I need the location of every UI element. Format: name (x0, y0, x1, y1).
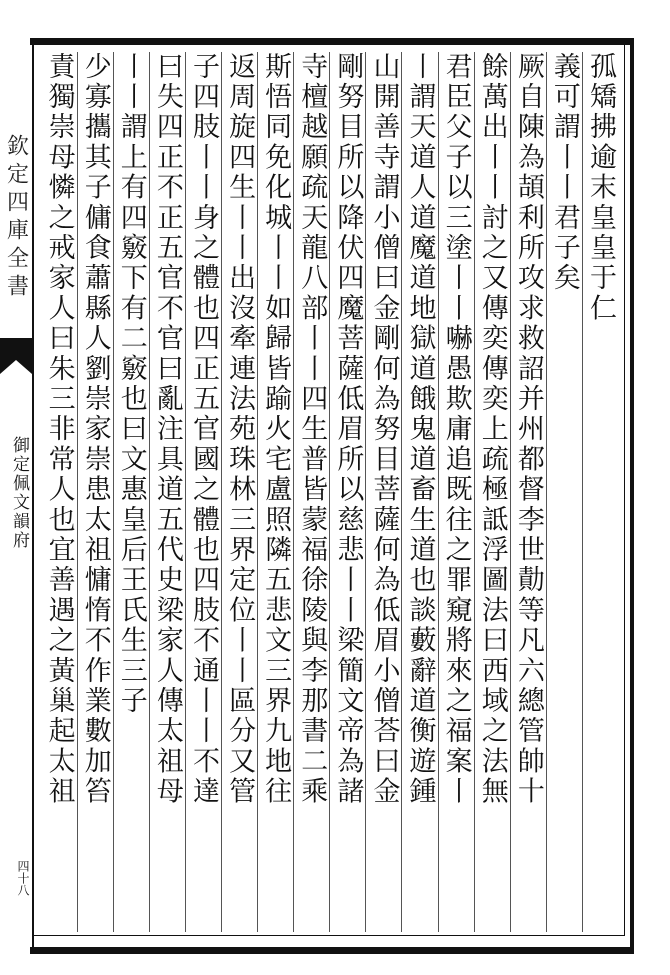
spine-book-title: 御定佩文韻府 (9, 436, 29, 550)
spine-margin (0, 38, 34, 947)
text-column: 責獨崇母憐之戒家人曰朱三非常人也宜善遇之黃巢起太祖 (43, 52, 75, 807)
text-column: 丨謂天道人道魔道地獄道餓鬼道畜生道也談藪辭道衡遊鍾 (401, 52, 437, 932)
text-column: 丨丨謂上有四竅下有二竅也曰文惠皇后王氏生三子 (113, 52, 149, 932)
text-column: 孤矯拂逾末皇皇于仁 (582, 52, 618, 932)
text-column: 餘萬出丨丨討之又傳奕傳奕上疏極詆浮圖法曰西域之法無 (474, 52, 510, 932)
spine-page-number: 四十八 (16, 860, 30, 896)
text-column: 君臣父子以三塗丨丨嚇愚欺庸追既往之罪窺將來之福案丨 (438, 52, 474, 932)
text-column: 厥自陳為頡利所攻求救詔并州都督李世勣等凡六總管帥十 (510, 52, 546, 932)
text-column: 義可謂丨丨君子矣 (546, 52, 582, 932)
text-column: 山開善寺謂小僧曰金剛何為努目菩薩何為低眉小僧荅曰金 (365, 52, 401, 932)
text-column: 子四肢丨丨身之體也四正五官國之體也四肢不通丨丨不達 (185, 52, 221, 932)
text-area (40, 52, 618, 932)
text-column: 剛努目所以降伏四魔菩薩低眉所以慈悲丨丨梁簡文帝為諸 (329, 52, 365, 932)
text-column: 曰失四正不正五官不官曰亂注具道五代史梁家人傳太祖母 (149, 52, 185, 932)
fish-tail-mark (0, 338, 32, 374)
text-column: 寺檀越願疏天龍八部丨丨四生普皆蒙福徐陵與李那書二乘 (293, 52, 329, 932)
text-column: 少寡攜其子傭食蕭縣人劉崇家崇患太祖慵惰不作業數加笞 (77, 52, 113, 932)
text-column: 斯悟同免化城丨丨如歸皆踰火宅盧照隣五悲文三界九地往 (257, 52, 293, 932)
spine-top-text: 欽定四庫全書 (3, 134, 29, 302)
text-column: 返周旋四生丨丨出沒牽連法苑珠林三界定位丨丨區分又管 (221, 52, 257, 932)
